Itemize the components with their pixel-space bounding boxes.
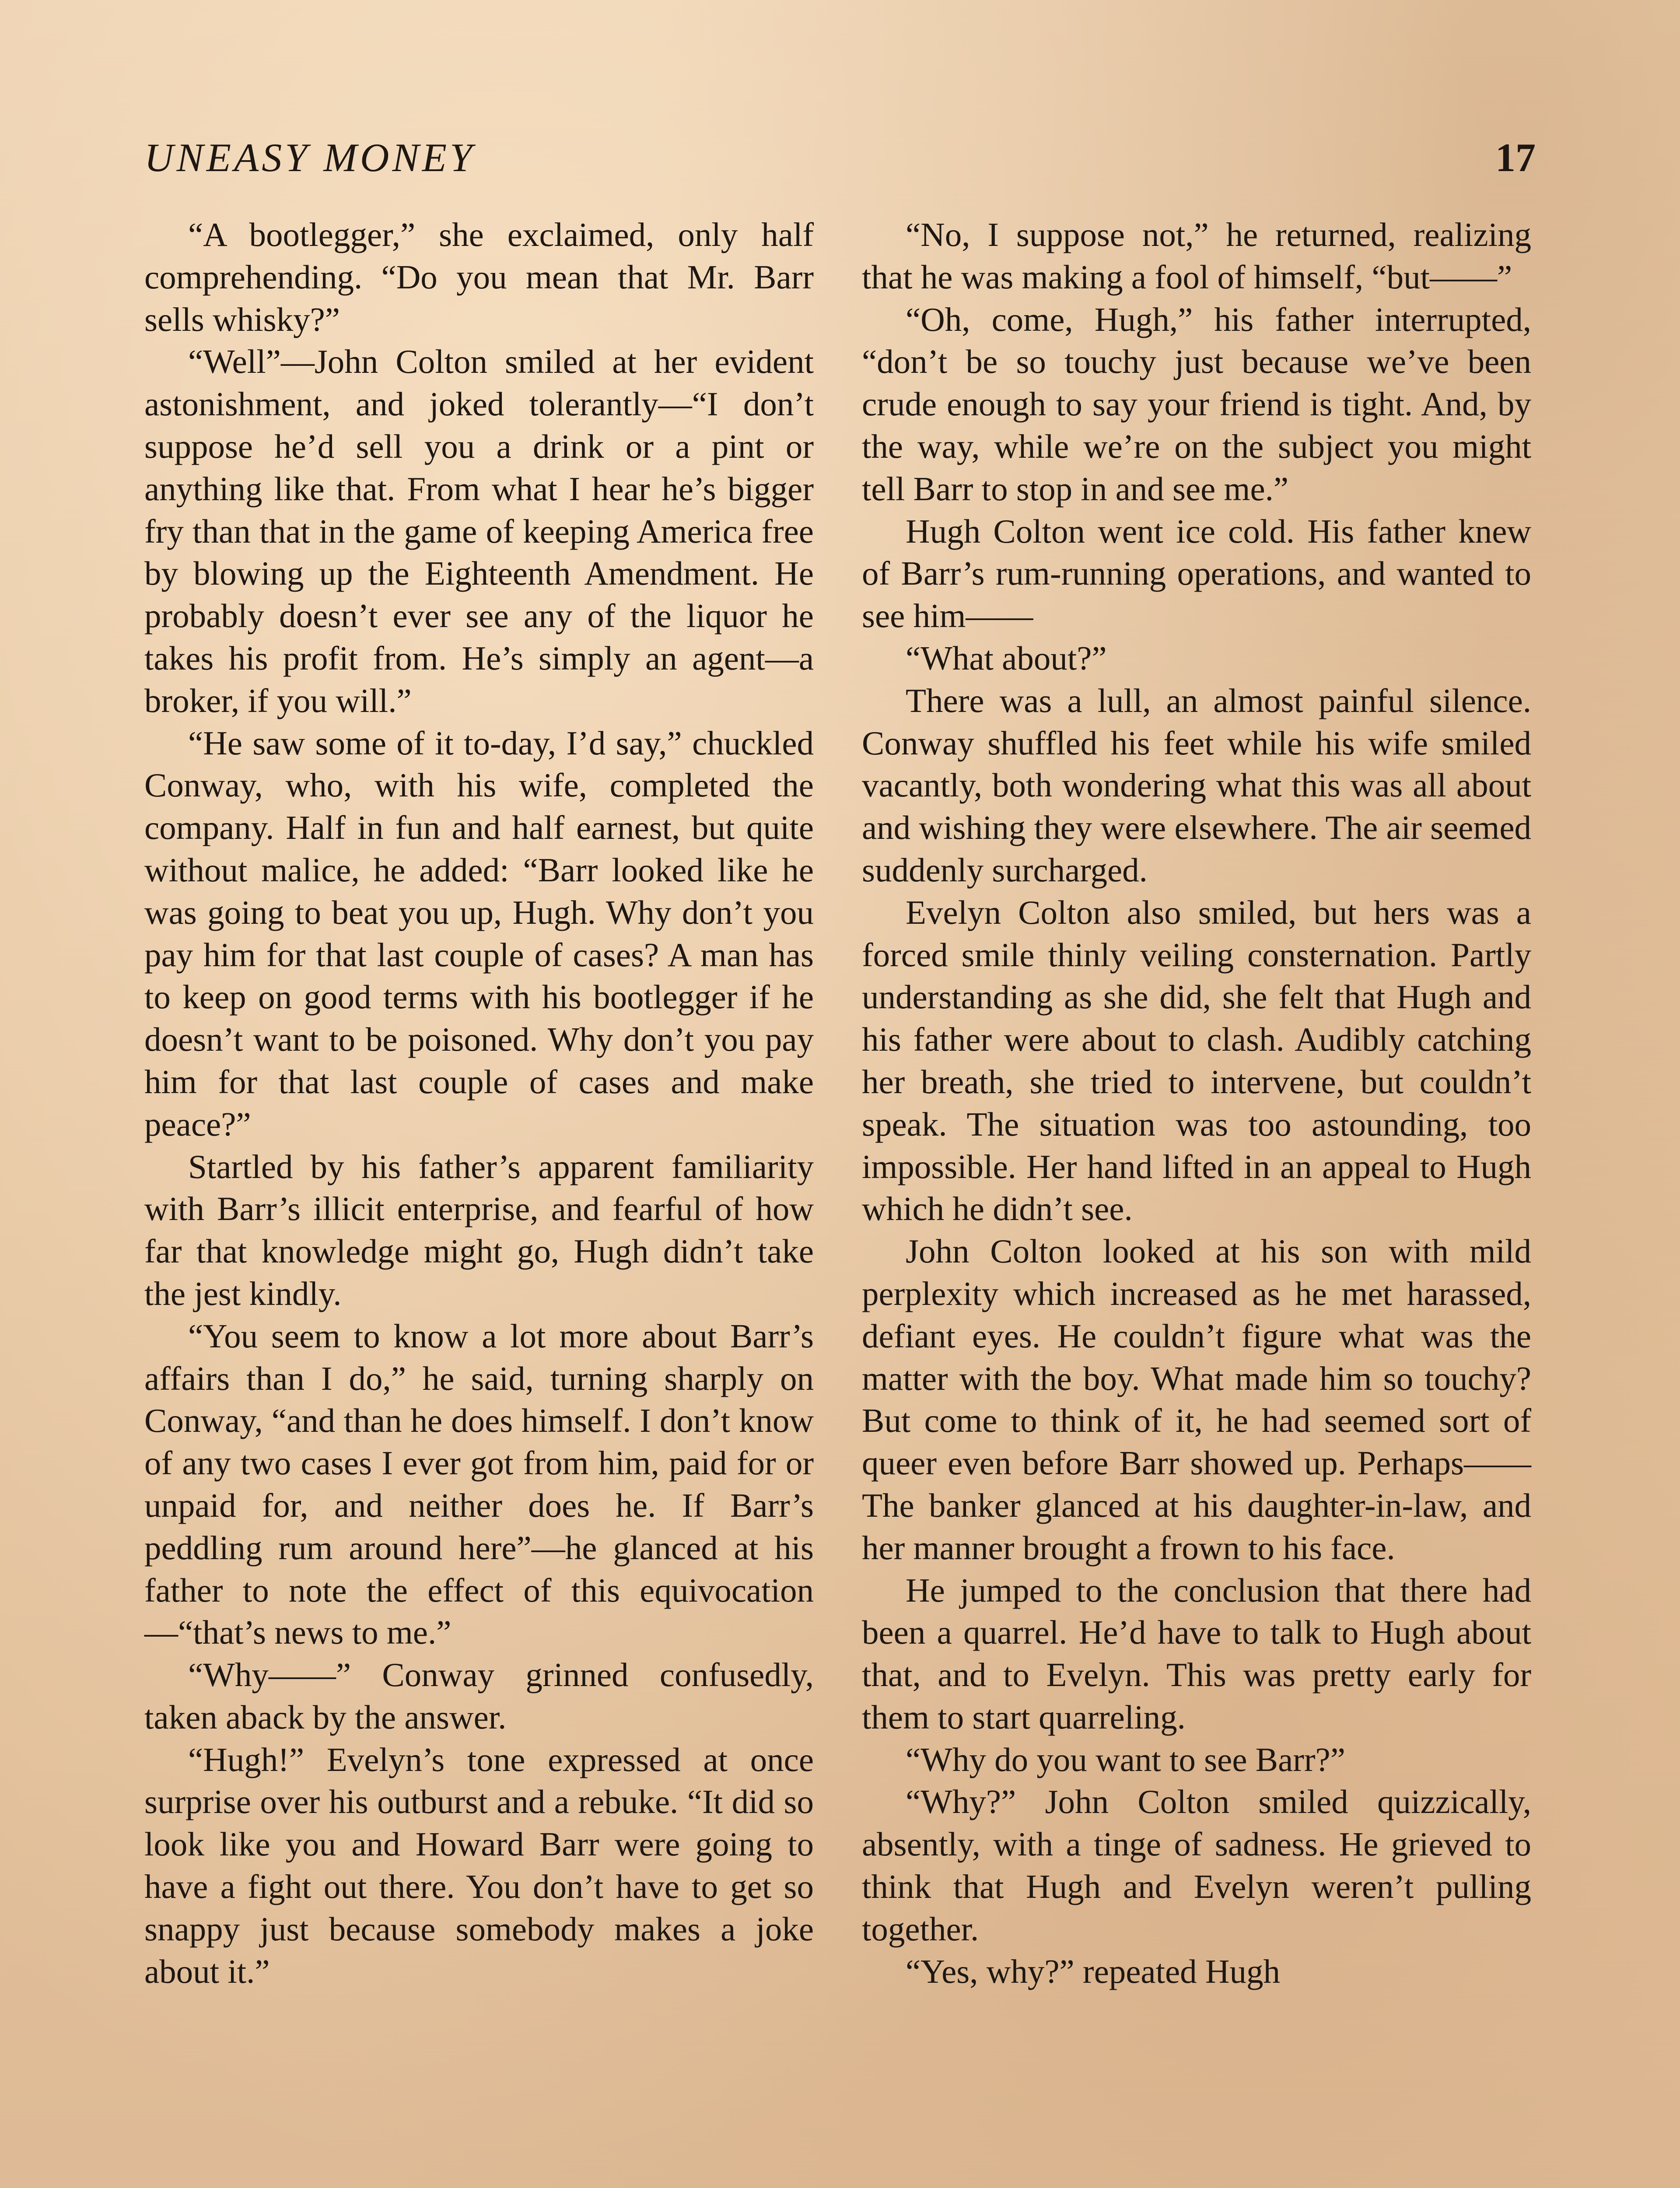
paragraph: “Why?” John Colton smiled quizzically, absently, with a tinge of sadness. He grieved to think that Hugh and Evelyn weren’t pulling together. (862, 1783, 1531, 1948)
paragraph: “Oh, come, Hugh,” his father interrupted, “don’t be so touchy just because we’ve been crude enough to say your friend is tight. And, by the way, while we’re on the subject you might tell Barr to stop in and see me.” (862, 300, 1531, 508)
page-number: 17 (1495, 135, 1536, 180)
paragraph: “A bootlegger,” she exclaimed, only half comprehending. “Do you mean that Mr. Barr sells whisky?” (144, 216, 814, 338)
paragraph: John Colton looked at his son with mild perplexity which increased as he met harassed, defiant eyes. He couldn’t figure what was the matter with the boy. What made him so touchy? But come to think of it, he had seemed sort of queer even before Barr showed up. Perhaps—— The banker glanced at his daughter-in-law, and her manner brought a frown to his face. (862, 1232, 1531, 1567)
paragraph: “You seem to know a lot more about Barr’s affairs than I do,” he said, turning sharply on Conway, “and than he does himself. I don’t know of any two cases I ever got from him, paid for or unpaid for, and neither does he. If Barr’s peddling rum around here”—he glanced at his father to note the effect of this equivocation—“that’s news to me.” (144, 1317, 814, 1652)
paragraph: He jumped to the conclusion that there had been a quarrel. He’d have to talk to Hugh about that, and to Evelyn. This was pretty early for them to start quarreling. (862, 1571, 1531, 1736)
paragraph: Evelyn Colton also smiled, but hers was a forced smile thinly veiling consternation. Partly understanding as she did, she felt that Hugh and his father were about to clash. Audibly catching her breath, she tried to intervene, but couldn’t speak. The situation was too astounding, too impossible. Her hand lifted in an appeal to Hugh which he didn’t see. (862, 893, 1531, 1228)
running-title: UNEASY MONEY (144, 135, 476, 180)
paragraph: “He saw some of it to-day, I’d say,” chuckled Conway, who, with his wife, completed the company. Half in fun and half earnest, but quite without malice, he added: “Barr looked like he was going to beat you up, Hugh. Why don’t you pay him for that last couple of cases? A man has to keep on good terms with his bootlegger if he doesn’t want to be poisoned. Why don’t you pay him for that last couple of cases and make peace?” (144, 724, 814, 1143)
right-column (862, 214, 1531, 1992)
paragraph: There was a lull, an almost painful silence. Conway shuffled his feet while his wife smiled vacantly, both wondering what this was all about and wishing they were elsewhere. The air seemed suddenly surcharged. (862, 681, 1531, 889)
paragraph: “Hugh!” Evelyn’s tone expressed at once surprise over his outburst and a rebuke. “It did so look like you and Howard Barr were going to have a fight out there. You don’t have to get so snappy just because somebody makes a joke about it.” (144, 1740, 814, 1990)
running-head (144, 131, 1536, 193)
paragraph: “Yes, why?” repeated Hugh (906, 1952, 1281, 1990)
paragraph: “Why——” Conway grinned confusedly, taken aback by the answer. (144, 1656, 814, 1736)
paragraph: “Why do you want to see Barr?” (906, 1740, 1345, 1778)
paragraph: “Well”—John Colton smiled at her evident astonishment, and joked tolerantly—“I don’t suppose he’d sell you a drink or a pint or anything like that. From what I hear he’s bigger fry than that in the game of keeping America free by blowing up the Eighteenth Amendment. He probably doesn’t ever see any of the liquor he takes his profit from. He’s simply an agent—a broker, if you will.” (144, 343, 814, 719)
paragraph: “What about?” (906, 639, 1107, 677)
paragraph: Startled by his father’s apparent familiarity with Barr’s illicit enterprise, and fearful of how far that knowledge might go, Hugh didn’t take the jest kindly. (144, 1147, 814, 1312)
paragraph: Hugh Colton went ice cold. His father knew of Barr’s rum-running operations, and wanted to see him—— (862, 512, 1531, 635)
left-column (144, 214, 814, 1992)
paragraph: “No, I suppose not,” he returned, realizing that he was making a fool of himself, “but——” (862, 216, 1531, 296)
